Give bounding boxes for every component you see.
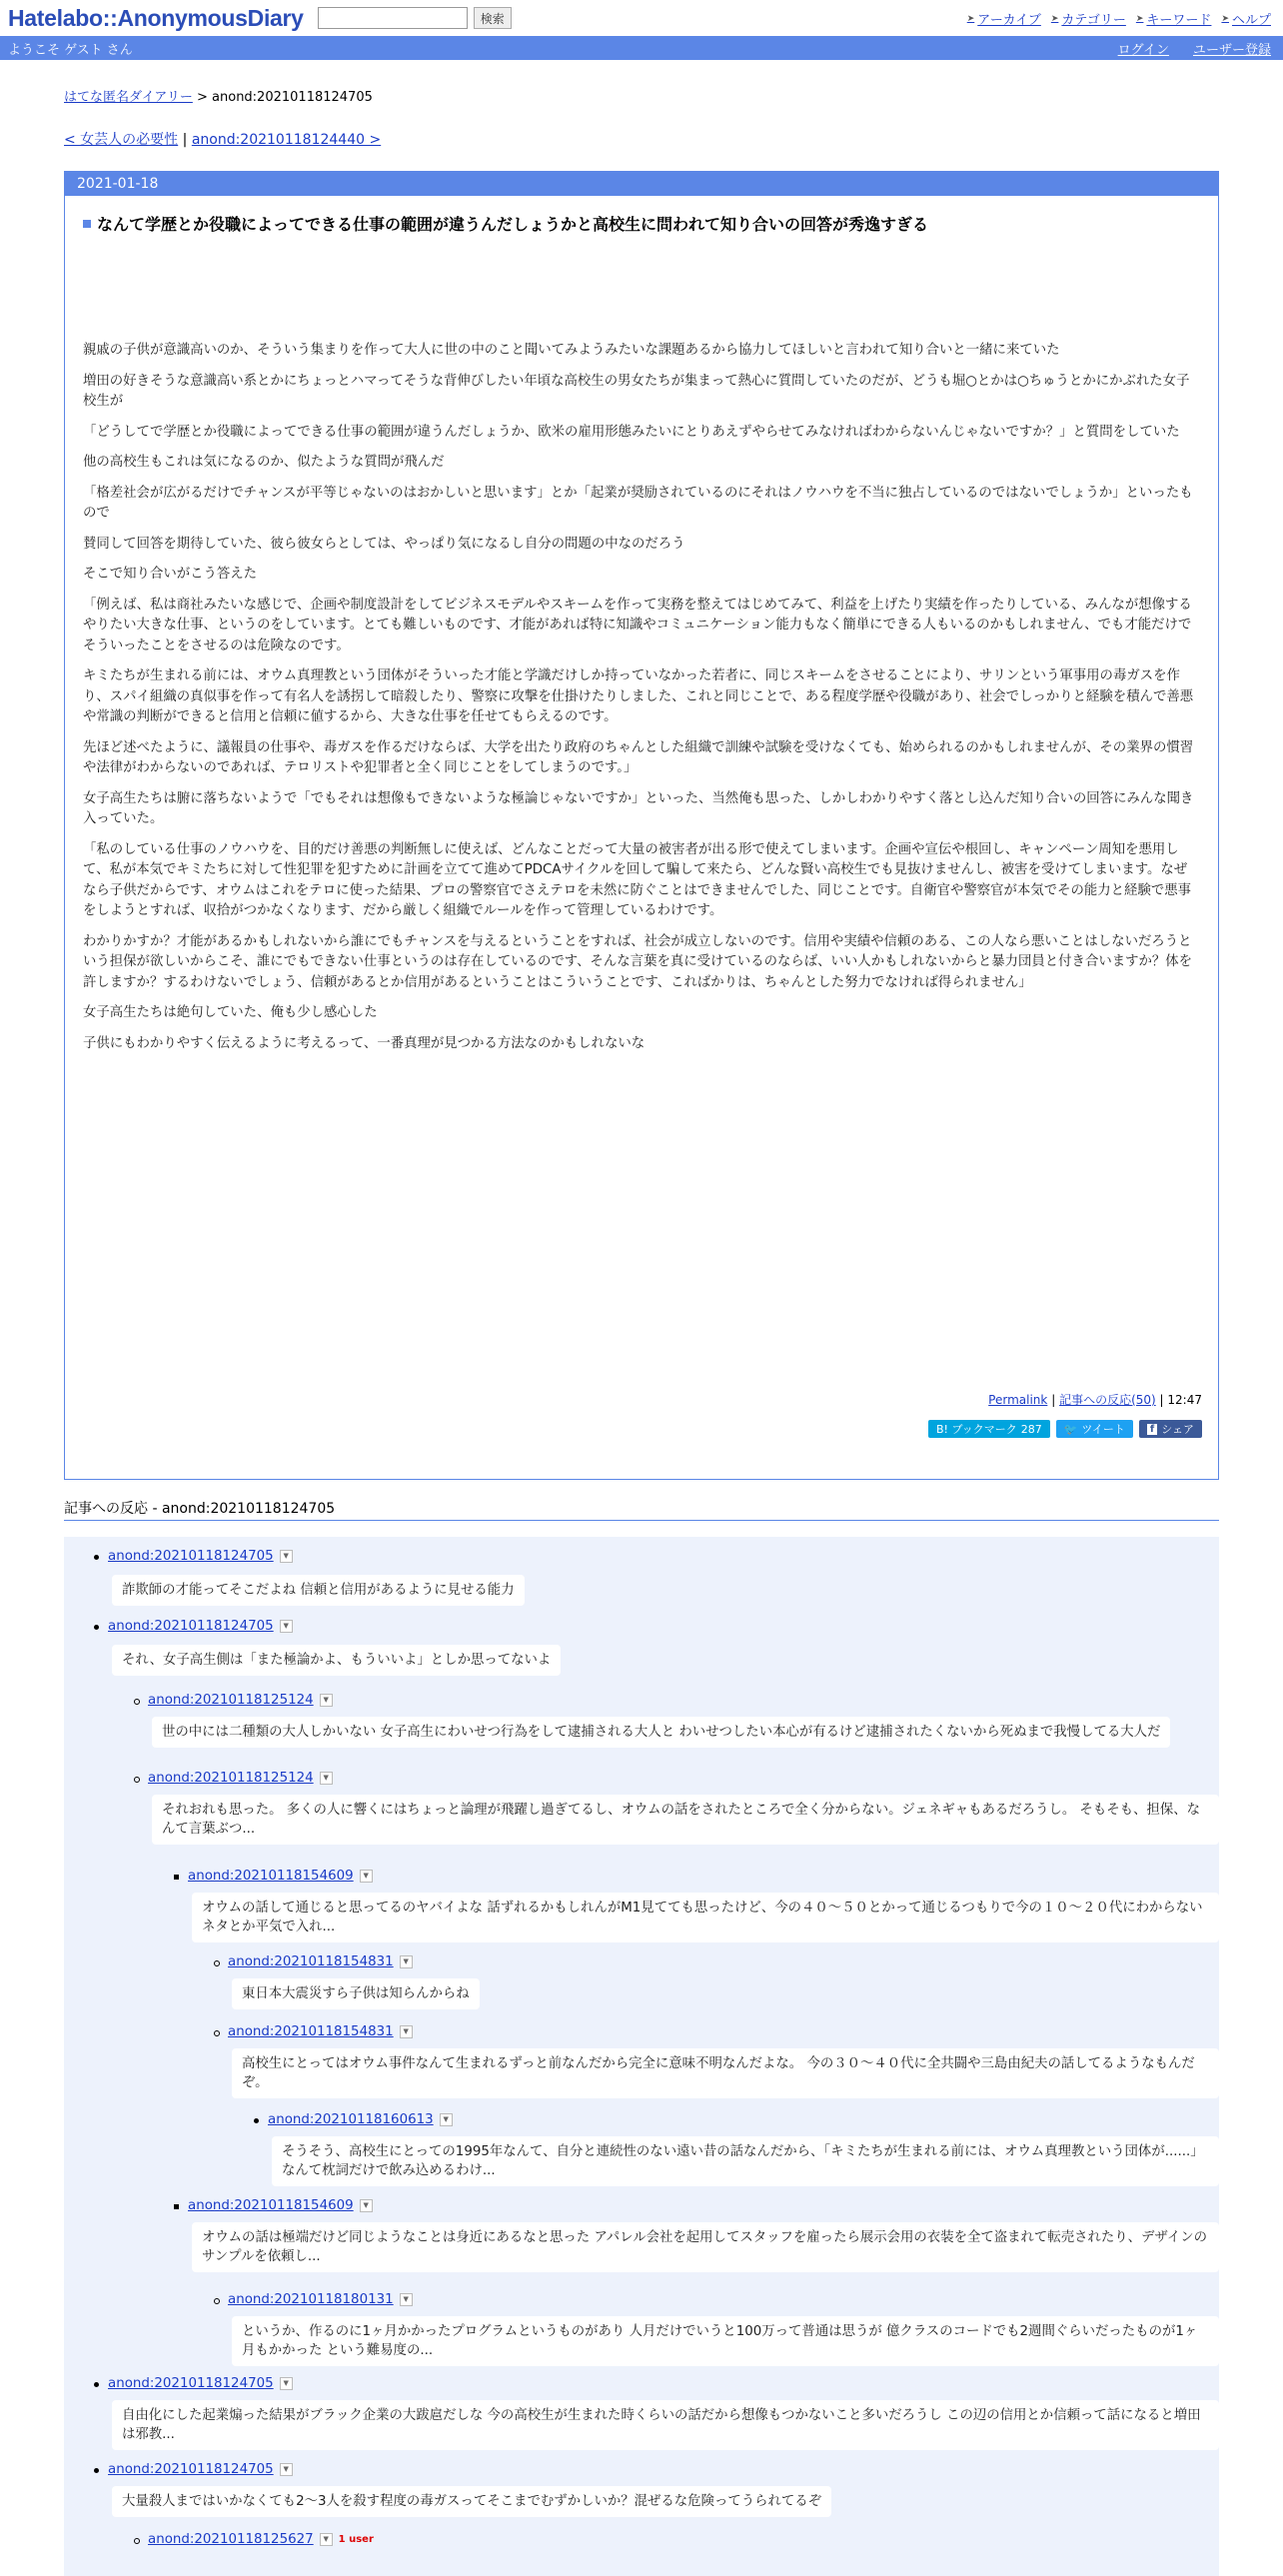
prev-entry-link[interactable]: < 女芸人の必要性 xyxy=(64,132,179,148)
facebook-icon: f xyxy=(1147,1424,1157,1435)
reaction-link[interactable]: anond:20210118154831 xyxy=(228,1954,394,1969)
reaction-excerpt: 自由化にした起業煽った結果がブラック企業の大跋扈だしな 今の高校生が生まれた時くらいの話だから想像もつかないこと多いだろうし この辺の信用とか信頼って話になると増田は邪教... xyxy=(112,2400,1219,2450)
reaction-item xyxy=(148,2532,374,2547)
breadcrumb-current: anond:20210118124705 xyxy=(212,90,373,105)
reaction-link[interactable]: anond:20210118160613 xyxy=(268,2112,434,2127)
dropdown-icon[interactable]: ▼ xyxy=(360,1870,373,1883)
reaction-item xyxy=(188,2198,373,2213)
reaction-item xyxy=(108,2376,293,2391)
link-arrow-icon: ➤ xyxy=(966,13,975,24)
reaction-excerpt: それおれも思った。 多くの人に響くにはちょっと論理が飛躍し過ぎてるし、オウムの話をされたところで全く分からない。ジェネギャもあるだろうし。 そもそも、担保、なんて言葉ぶつ... xyxy=(152,1795,1219,1845)
footer-separator: | xyxy=(1159,1393,1164,1407)
reaction-item xyxy=(148,1771,333,1786)
dropdown-icon[interactable]: ▼ xyxy=(280,1620,293,1633)
reaction-item xyxy=(188,1869,373,1884)
reaction-link[interactable]: anond:20210118154609 xyxy=(188,1869,354,1884)
next-entry-link[interactable]: anond:20210118124440 > xyxy=(191,132,382,148)
reaction-link[interactable]: anond:20210118180131 xyxy=(228,2292,394,2307)
reaction-excerpt: そうそう、高校生にとっての1995年なんて、自分と連続性のない遠い昔の話なんだから、「キミたちが生まれる前には、オウム真理教という団体が......」なんて枕詞だけで飲み込めるわけ... xyxy=(272,2136,1219,2186)
entry-paragraph: 女子高生たちは腑に落ちないようで「でもそれは想像もできないような極論じゃないですか」といった、当然俺も思った、しかしわかりやすく落とし込んだ知り合いの回答にみんな聞き入っていた。 xyxy=(83,790,1194,826)
list-bullet-icon xyxy=(214,2298,220,2304)
reaction-item xyxy=(108,2462,293,2477)
entry-paragraph: わかりかすか？才能があるかもしれないから誰にでもチャンスを与えるということをすれば、社会が成立しないのです。信用や実績や信頼のある、この人なら悪いことはしないだろうという担保が欲しいからこそ、誰にでもできない仕事というのは存在しているのです、そんな言葉を真に受けているのならば、いい人かもしれないからと暴力団員と付き合いますか？体を許しますか？するわけないでしょう、信頼があるとか信用があるということはこういうことです、こればかりは、ちゃんとした努力でなければ得られません」 xyxy=(83,933,1193,990)
list-bullet-icon xyxy=(94,1625,99,1630)
share-buttons xyxy=(928,1420,1202,1438)
tweet-button[interactable]: 🐦 ツイート xyxy=(1056,1420,1133,1438)
reactions-list xyxy=(64,1537,1219,2576)
reaction-link[interactable]: anond:20210118124705 xyxy=(108,1619,274,1634)
reaction-item xyxy=(108,1549,293,1564)
title-square-icon[interactable] xyxy=(83,220,91,228)
reaction-link[interactable]: anond:20210118125124 xyxy=(148,1693,314,1708)
dropdown-icon[interactable]: ▼ xyxy=(320,2533,333,2546)
entry-box xyxy=(64,171,1219,1480)
breadcrumb xyxy=(64,86,1219,105)
keyword-link[interactable]: ➤ キーワード xyxy=(1135,13,1212,28)
facebook-share-button[interactable]: f シェア xyxy=(1139,1420,1202,1438)
dropdown-icon[interactable]: ▼ xyxy=(280,2377,293,2390)
list-bullet-icon xyxy=(134,1699,140,1705)
twitter-bird-icon: 🐦 xyxy=(1063,1422,1078,1436)
reaction-excerpt: それ、女子高生側は「また極論かよ、もういいよ」としか思ってないよ xyxy=(112,1645,561,1676)
dropdown-icon[interactable]: ▼ xyxy=(360,2199,373,2212)
list-bullet-icon xyxy=(94,1555,99,1560)
entry-footer xyxy=(988,1391,1202,1408)
entry-paragraph: 増田の好きそうな意識高い系とかにちょっとハマってそうな背伸びしたい年頃な高校生の男女たちが集まって熱心に質問していたのだが、どうも堀○とかは○ちゅうとかにかぶれた女子校生が xyxy=(83,373,1190,409)
reaction-item xyxy=(108,1619,293,1634)
dropdown-icon[interactable]: ▼ xyxy=(320,1772,333,1785)
reaction-link[interactable]: anond:20210118124705 xyxy=(108,2462,274,2477)
link-arrow-icon: ➤ xyxy=(1135,13,1144,24)
nav-separator: | xyxy=(182,132,188,148)
entry-paragraph: キミたちが生まれる前には、オウム真理教という団体がそういった才能と学識だけしか持っていなかった若者に、同じスキームをさせることにより、サリンという軍事用の毒ガスを作り、スパイ組織の真似事を作って有名人を誘拐して暗殺したり、警察に攻撃を仕掛けたりしました、これと同じことで、ある程度学歴や役職があり、社会でしっかりと経験を積んで善悪や常識の判断ができると信用と信頼に値するから、大きな仕事を任せてもらえるのです。 xyxy=(83,668,1194,724)
entry-paragraph: 親戚の子供が意識高いのか、そういう集まりを作って大人に世の中のこと聞いてみようみたいな課題あるから協力してほしいと言われて知り合いと一緒に来ていた xyxy=(83,343,1060,358)
reaction-link[interactable]: anond:20210118125124 xyxy=(148,1771,314,1786)
reaction-excerpt: オウムの話は極端だけど同じようなことは身近にあるなと思った アパレル会社を起用してスタッフを雇ったら展示会用の衣装を全て盗まれて転売されたり、デザインのサンプルを依頼し... xyxy=(192,2222,1219,2272)
dropdown-icon[interactable]: ▼ xyxy=(440,2113,453,2126)
reaction-link[interactable]: anond:20210118154609 xyxy=(188,2198,354,2213)
register-link[interactable]: ユーザー登録 xyxy=(1192,42,1271,58)
dropdown-icon[interactable]: ▼ xyxy=(320,1694,333,1707)
hatena-bookmark-button[interactable] xyxy=(928,1420,1050,1438)
footer-separator: | xyxy=(1051,1393,1056,1407)
reaction-link[interactable]: anond:20210118125627 xyxy=(148,2532,314,2547)
list-bullet-icon xyxy=(214,1960,220,1966)
list-bullet-icon xyxy=(94,2382,99,2387)
welcome-text: ようこそ ゲスト さん xyxy=(8,42,133,58)
archive-link[interactable]: ➤ アーカイブ xyxy=(966,13,1041,28)
list-bullet-icon xyxy=(254,2118,259,2123)
reactions-count-link[interactable]: 記事への反応(50) xyxy=(1059,1393,1156,1407)
list-bullet-icon xyxy=(214,2030,220,2036)
reaction-link[interactable]: anond:20210118124705 xyxy=(108,1549,274,1564)
list-bullet-icon xyxy=(134,2538,140,2544)
entry-paragraph: そこで知り合いがこう答えた xyxy=(83,567,258,582)
breadcrumb-separator: > xyxy=(196,90,208,105)
entry-date: 2021-01-18 xyxy=(65,172,1218,196)
list-bullet-icon xyxy=(134,1777,140,1783)
dropdown-icon[interactable]: ▼ xyxy=(400,2025,413,2038)
reaction-excerpt: オウムの話して通じると思ってるのヤバイよな 話ずれるかもしれんがM1見てても思ったけど、今の４０～５０とかって通じるつもりで今の１０～２０代にわからないネタとか平気で入れ... xyxy=(192,1893,1219,1942)
entry-paragraph: 他の高校生もこれは気になるのか、似たような質問が飛んだ xyxy=(83,455,445,470)
entry-paragraph: 「私のしている仕事のノウハウを、目的だけ善悪の判断無しに使えば、どんなことだって大量の被害者が出る形で使えてしまいます。企画や宣伝や根回し、キャンペーン周知を悪用して、私が本気でキミたちに対して性犯罪を犯すために計画を立てて進めてPDCAサイクルを回して騙して来たら、どんな賢い高校生でも見抜けませんし、被害を受けてしまいます。なぜなら子供だからです、オウムはこれをテロに使った結果、プロの警察官でさえテロを未然に防ぐことはできませんでした、同じことです。自衛官や警察官が本気でその能力と経験で悪事をしようとすれば、収拾がつかなくなります、だから厳しく組織でルールを作って管理しているわけです。 xyxy=(83,841,1192,918)
entry-navigation xyxy=(64,129,1219,149)
site-logo[interactable]: Hatelabo::AnonymousDiary xyxy=(8,4,304,31)
bookmark-count-badge[interactable]: 1 user xyxy=(338,2534,374,2545)
user-bar xyxy=(0,36,1283,60)
top-bar xyxy=(0,0,1283,36)
list-bullet-icon xyxy=(174,1875,179,1880)
entry-title-text: なんて学歴とか役職によってできる仕事の範囲が違うんだしょうかと高校生に問われて知り合いの回答が秀逸すぎる xyxy=(97,215,929,234)
search-button[interactable]: 検索 xyxy=(474,7,512,29)
list-bullet-icon xyxy=(174,2204,179,2209)
reaction-excerpt: 世の中には二種類の大人しかいない 女子高生にわいせつ行為をして逮捕される大人と わいせつしたい本心が有るけど逮捕されたくないから死ぬまで我慢してる大人だ xyxy=(152,1717,1170,1748)
dropdown-icon[interactable]: ▼ xyxy=(280,1550,293,1563)
reaction-item xyxy=(268,2112,453,2127)
link-arrow-icon: ➤ xyxy=(1221,13,1229,24)
top-links xyxy=(967,9,1271,28)
entry-body xyxy=(65,341,1218,1054)
entry-time: 12:47 xyxy=(1167,1393,1202,1407)
list-bullet-icon xyxy=(94,2468,99,2473)
dropdown-icon[interactable]: ▼ xyxy=(400,2293,413,2306)
entry-paragraph: 女子高生たちは絶句していた、俺も少し感心した xyxy=(83,1005,378,1020)
link-arrow-icon: ➤ xyxy=(1050,13,1059,24)
entry-paragraph: 「どうしてで学歴とか役職によってできる仕事の範囲が違うんだしょうか、欧米の雇用形態みたいにとりあえずやらせてみなければわからないんじゃないですか？」と質問をしていた xyxy=(83,424,1180,440)
dropdown-icon[interactable]: ▼ xyxy=(280,2463,293,2476)
reaction-excerpt: というか、作るのに1ヶ月かかったプログラムというものがあり 人月だけでいうと100万って普通は思うが 億クラスのコードでも2週間ぐらいだったものが1ヶ月もかかった という難易度の... xyxy=(232,2316,1219,2366)
search-input[interactable] xyxy=(318,7,468,29)
reaction-item xyxy=(228,2024,413,2039)
reaction-excerpt: 高校生にとってはオウム事件なんて生まれるずっと前なんだから完全に意味不明なんだよな。 今の３０～４０代に全共闘や三島由紀夫の話してるようなもんだぞ。 xyxy=(232,2048,1219,2098)
entry-paragraph: 「格差社会が広がるだけでチャンスが平等じゃないのはおかしいと思います」とか「起業が奨励されているのにそれはノウハウを不当に独占しているのではないでしょうか」といったもので xyxy=(83,485,1193,521)
reaction-item xyxy=(228,1954,413,1969)
help-link[interactable]: ➤ ヘルプ xyxy=(1221,13,1271,28)
permalink[interactable]: Permalink xyxy=(988,1393,1048,1407)
entry-paragraph: 「例えば、私は商社みたいな感じで、企画や制度設計をしてビジネスモデルやスキームを作って実務を整えてはじめてみて、利益を上げたり実績を作ったりしている、みんなが想像するやりたい大きな仕事、というのをしています。とても難しいものです、才能があれば特に知識やコミュニケーション能力もなく簡単にできる人もいるのかもしれません、でも才能だけでそういったことをさせるのは危険なのです。 xyxy=(83,597,1192,653)
reactions-heading: 記事への反応 - anond:20210118124705 xyxy=(64,1498,1219,1521)
category-link[interactable]: ➤ カテゴリー xyxy=(1050,13,1126,28)
login-link[interactable]: ログイン xyxy=(1117,42,1169,58)
hatena-bookmark-count: 287 xyxy=(1020,1422,1042,1436)
reaction-link[interactable]: anond:20210118154831 xyxy=(228,2024,394,2039)
reaction-link[interactable]: anond:20210118124705 xyxy=(108,2376,274,2391)
hatena-bookmark-label: B! ブックマーク xyxy=(936,1423,1017,1436)
main-content xyxy=(64,86,1219,1521)
entry-title xyxy=(83,212,1218,235)
reaction-excerpt: 詐欺師の才能ってそこだよね 信頼と信用があるように見せる能力 xyxy=(112,1575,525,1606)
entry-paragraph: 先ほど述べたように、議報員の仕事や、毒ガスを作るだけならば、大学を出たり政府のちゃんとした組織で訓練や試験を受けなくても、始められるのかもしれませんが、その業界の慣習や法律がわからないのであれば、テロリストや犯罪者と全く同じことをしてしまうのです。」 xyxy=(83,739,1194,775)
entry-paragraph: 賛同して回答を期待していた、彼ら彼女らとしては、やっぱり気になるし自分の問題の中なのだろう xyxy=(83,536,685,552)
reaction-item xyxy=(228,2292,413,2307)
reaction-excerpt: 東日本大震災すら子供は知らんからね xyxy=(232,1978,480,2009)
reaction-excerpt: 大量殺人まではいかなくても2～3人を殺す程度の毒ガスってそこまでむずかしいか？混ぜるな危険ってうられてるぞ xyxy=(112,2486,831,2517)
dropdown-icon[interactable]: ▼ xyxy=(400,1955,413,1968)
reaction-item xyxy=(148,1693,333,1708)
breadcrumb-home-link[interactable]: はてな匿名ダイアリー xyxy=(64,90,193,105)
entry-paragraph: 子供にもわかりやすく伝えるように考えるって、一番真理が見つかる方法なのかもしれないな xyxy=(83,1035,645,1051)
